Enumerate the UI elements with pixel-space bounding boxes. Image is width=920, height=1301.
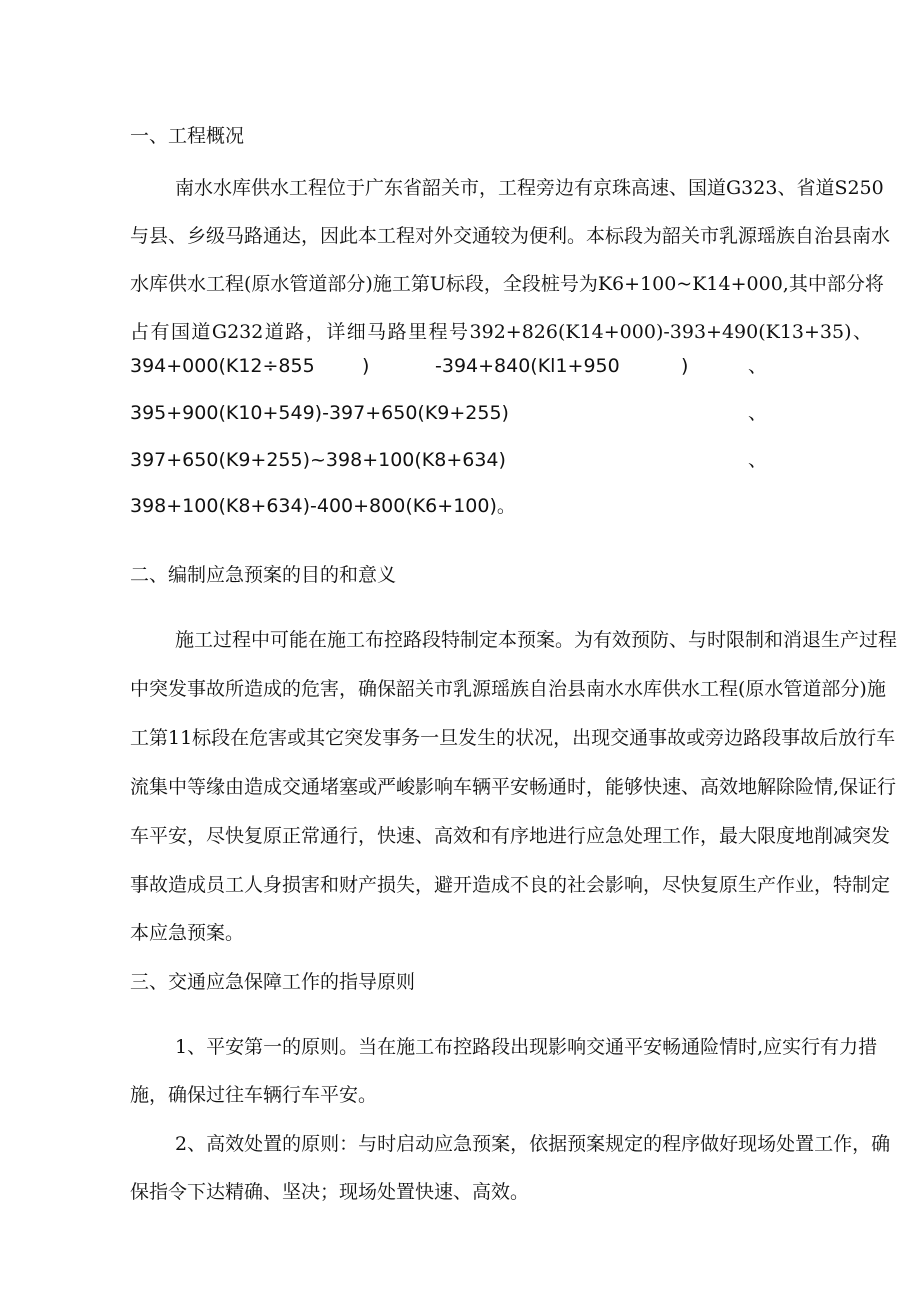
paragraph-line: 水库供水工程(原水管道部分)施工第U标段，全段桩号为K6+100~K14+000,其中部分将 [130,273,884,295]
paragraph-line: 流集中等缘由造成交通堵塞或严峻影响车辆平安畅通时，能够快速、高效地解除险情,保证行 [130,776,897,798]
paragraph-line: 施工过程中可能在施工布控路段特制定本预案。为有效预防、与时限制和消退生产过程 [175,629,898,651]
mileage-separator: 、 [748,355,768,377]
mileage-row [0,354,920,378]
section-heading-1: 一、工程概况 [130,125,245,147]
mileage-separator: 、 [748,402,768,424]
principle-line: 1、平安第一的原则。当在施工布控路段出现影响交通平安畅通险情时,应实行有力措 [175,1036,878,1058]
paragraph-line: 南水水库供水工程位于广东省韶关市，工程旁边有京珠高速、国道G323、省道S250 [175,177,884,199]
section-heading-2: 二、编制应急预案的目的和意义 [130,564,397,586]
principle-line: 施，确保过往车辆行车平安。 [130,1084,378,1106]
mileage-row: 398+100(K8+634)-400+800(K6+100)。 [130,495,516,517]
mileage-row [0,448,920,472]
mileage-separator: 、 [748,449,768,471]
mileage-row [0,401,920,425]
mileage-segment: 395+900(K10+549)-397+650(K9+255) [130,402,509,424]
mileage-paren: ) [681,355,689,377]
paragraph-line: 占有国道G232道路，详细马路里程号392+826(K14+000)-393+490(K13+35)、 [130,321,872,343]
mileage-segment: 394+000(K12÷855 [130,355,315,377]
paragraph-line: 中突发事故所造成的危害，确保韶关市乳源瑶族自治县南水水库供水工程(原水管道部分)施 [130,678,886,700]
mileage-paren: ) [362,355,370,377]
section-heading-3: 三、交通应急保障工作的指导原则 [130,971,416,993]
paragraph-line: 与县、乡级马路通达，因此本工程对外交通较为便利。本标段为韶关市乳源瑶族自治县南水 [130,225,891,247]
paragraph-line: 工第11标段在危害或其它突发事务一旦发生的状况，出现交通事故或旁边路段事故后放行车 [130,727,896,749]
principle-line: 保指令下达精确、坚决；现场处置快速、高效。 [130,1181,530,1203]
mileage-segment: -394+840(Kl1+950 [435,355,620,377]
paragraph-line: 事故造成员工人身损害和财产损失，避开造成不良的社会影响，尽快复原生产作业，特制定 [130,874,891,896]
paragraph-line: 车平安，尽快复原正常通行，快速、高效和有序地进行应急处理工作，最大限度地削减突发 [130,825,891,847]
mileage-segment: 397+650(K9+255)~398+100(K8+634) [130,449,506,471]
principle-line: 2、高效处置的原则：与时启动应急预案，依据预案规定的程序做好现场处置工作，确 [175,1133,891,1155]
paragraph-line: 本应急预案。 [130,922,245,944]
